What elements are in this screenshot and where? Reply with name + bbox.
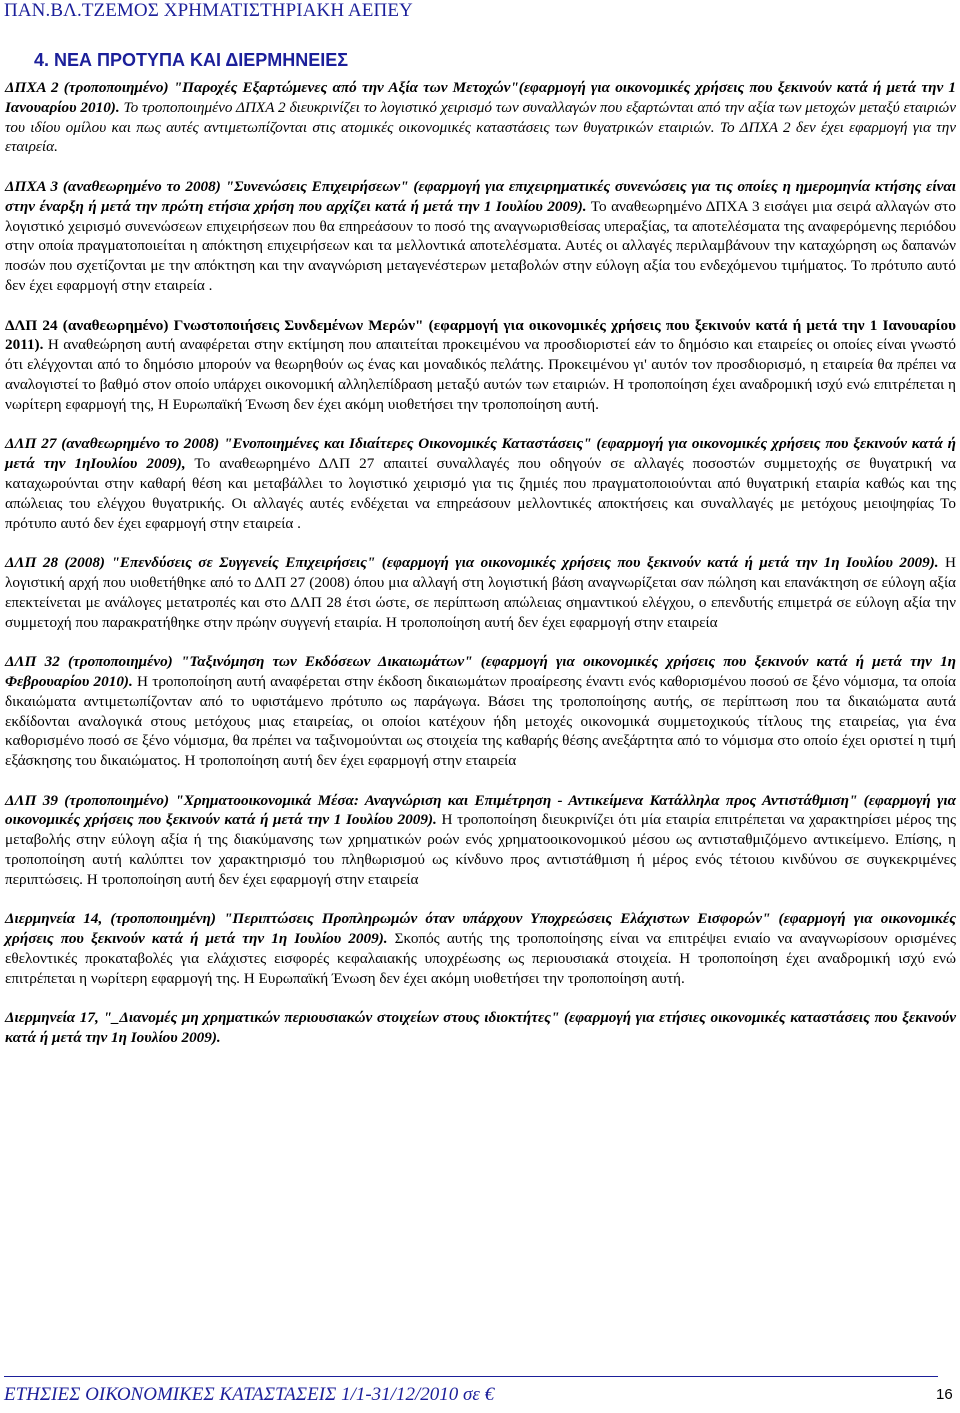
section-title: 4. ΝΕΑ ΠΡΟΤΥΠΑ ΚΑΙ ΔΙΕΡΜΗΝΕΙΕΣ [34,50,349,70]
standard-block-ifrs3 [5,177,956,296]
standard-heading: ΔΠΧΑ 2 (τροποποιημένο) "Παροχές Εξαρτώμενες από την Αξία των Μετοχών"(εφαρμογή για οικονομικές χρήσεις που ξεκινούν κατά ή μετά την 1 Ιανουαρίου 2010). [5,79,956,116]
standard-heading: ΔΛΠ 39 (τροποποιημένο) "Χρηματοοικονομικά Μέσα: Αναγνώριση και Επιμέτρηση - Αντικείμενα Κατάλληλα προς Αντιστάθμιση" (εφαρμογή για οικονομικές χρήσεις που ξεκινούν κατά ή μετά την 1 Ιουλίου 2009). [5,791,956,829]
standard-heading: ΔΛΠ 27 (αναθεωρημένο το 2008) "Ενοποιημένες και Ιδιαίτερες Οικονομικές Καταστάσεις" (εφαρμογή για οικονομικές χρήσεις που ξεκινούν κατά ή μετά την 1ηΙουλίου 2009), [5,435,956,473]
standard-block-ias28 [5,553,956,632]
standard-heading: ΔΛΠ 32 (τροποποιημένο) "Ταξινόμηση των Εκδόσεων Δικαιωμάτων" (εφαρμογή για οικονομικές χρήσεις που ξεκινούν κατά ή μετά την 1η Φεβρουαρίου 2010). [5,653,956,690]
standard-body: Η τροποποίηση διευκρινίζει ότι μία εταιρία επιτρέπεται να χαρακτηρίσει μέρος της μεταβολής στην εύλογη αξία ή της διακύμανσης των χρηματικών ροών ενός χρηματοοικονομικού μέσου ως αντισταθμιζόμενο αντικείμενο. Επίσης, η τροποποίηση αυτή καλύπτει τον χαρακτηρισμό του πληθωρισμού ως κίνδυνο προς αντιστάθμιση ή μέρος ενός τέτοιου κινδύνου σε συγκεκριμένες περιπτώσεις. Η τροποποίηση αυτή δεν έχει εφαρμογή στην εταιρεία [5,811,957,888]
standard-body: Το αναθεωρημένο ΔΛΠ 27 απαιτεί συναλλαγές που οδηγούν σε αλλαγές ποσοστών συμμετοχής σε θυγατρική να καταχωρούνται στην καθαρή θέση και μεταβάλλει το λογιστικό χειρισμό για τις ζημιές που πραγματοποιούνται από θυγατρική εταιρία καθώς και της απώλειας του ελέγχου θυγατρικής. Οι αλλαγές αυτές ενδέχεται να επηρεάσουν μελλοντικές αποκτήσεις και συναλλαγές με μετόχους μειοψηφίας Το πρότυπο αυτό δεν έχει εφαρμογή στην εταιρεία . [5,455,956,532]
footer-text: ΕΤΗΣΙΕΣ ΟΙΚΟΝΟΜΙΚΕΣ ΚΑΤΑΣΤΑΣΕΙΣ 1/1-31/12/2010 σε € [4,1384,495,1405]
standard-body: Το τροποποιημένο ΔΠΧΑ 2 διευκρινίζει το λογιστικό χειρισμό των συναλλαγών που εξαρτώνται από την αξία των μετοχών μεταξύ εταιριών του ιδίου ομίλου και πως αυτές αντιμετωπίζονται στις ατομικές οικονομικές καταστάσεις των θυγατρικών εταιριών. Το ΔΠΧΑ 2 δεν έχει εφαρμογή για την εταιρεία. [5,98,957,156]
standard-body: Η λογιστική αρχή που υιοθετήθηκε από το ΔΛΠ 27 (2008) όπου μια αλλαγή στη λογιστική βάση αναγνωρίζεται σαν πώληση και επανάκτηση σε εύλογη αξία επεκτείνεται με ανάλογες μετατροπές και στο ΔΛΠ 28 έτσι ώστε, σε περίπτωση απώλειας σημαντικού ελέγχου, ο επενδυτής επιμετρά σε εύλογη αξία την συμμετοχή που παρακρατήθηκε στην πρώην συγγενή εταιρία. Η τροποποίηση αυτή δεν έχει εφαρμογή στην εταιρεία [5,554,957,631]
standard-block-ifric14 [5,909,956,988]
content-body [5,78,956,1068]
standard-block-ias32 [5,652,956,771]
standard-heading: ΔΠΧΑ 3 (αναθεωρημένο το 2008) "Συνενώσεις Επιχειρήσεων" (εφαρμογή για επιχειρηματικές συνενώσεις για τις οποίες η ημερομηνία κτήσης είναι στην έναρξη ή μετά την πρώτη ετήσια χρήση που αρχίζει κατά ή μετά την 1 Ιουλίου 2009). [5,177,956,215]
standard-heading: Διερμηνεία 17, "_Διανομές μη χρηματικών περιουσιακών στοιχείων στους ιδιοκτήτες" (εφαρμογή για ετήσιες οικονομικές καταστάσεις που ξεκινούν κατά ή μετά την 1η Ιουλίου 2009). [5,1009,956,1047]
standard-block-ias24 [5,316,956,415]
standard-block-ias39 [5,791,956,890]
standard-body: Σκοπός αυτής της τροποποίησης είναι να επιτρέψει ενιαίο να αναγνωρίσουν ορισμένες εθελοντικές προκαταβολές για ελάχιστες εισφορές κεφαλαιακής υποχρέωσης ως περιουσιακά στοιχεία. Η τροποποίηση έχει αναδρομική ισχύ ενώ επιτρέπεται η νωρίτερη εφαρμογή της. Η Ευρωπαϊκή Ένωση δεν έχει ακόμη υιοθετήσει την τροποποίηση αυτή. [5,930,956,987]
standard-heading: ΔΛΠ 28 (2008) "Επενδύσεις σε Συγγενείς Επιχειρήσεις" (εφαρμογή για οικονομικές χρήσεις που ξεκινούν κατά ή μετά την 1η Ιουλίου 2009). [5,554,939,572]
standard-body: Η αναθεώρηση αυτή αναφέρεται στην εκτίμηση που απαιτείται προκειμένου να προσδιοριστεί εάν το δημόσιο και εταιρείες οι οποίες είναι γνωστό ότι ελέγχονται από το δημόσιο μπορούν να θεωρηθούν ως ένας και μοναδικός πελάτης. Προκειμένου γι' αυτόν τον προσδιορισμό, η εταιρεία θα πρέπει να αναλογιστεί το βαθμό στον οποίο υπάρχει οικονομική αλληλεπίδραση μεταξύ αυτών των εταιριών. Η τροποποίηση έχει αναδρομική ισχύ ενώ επιτρέπεται η νωρίτερη εφαρμογή της, Η Ευρωπαϊκή Ένωση δεν έχει ακόμη υιοθετήσει την τροποποίηση αυτή. [5,336,957,413]
footer-rule [4,1376,938,1377]
standard-block-ifrs2 [5,78,956,157]
standard-heading: Διερμηνεία 14, (τροποποιημένη) "Περιπτώσεις Προπληρωμών όταν υπάρχουν Υποχρεώσεις Ελάχιστων Εισφορών" (εφαρμογή για οικονομικές χρήσεις που ξεκινούν κατά ή μετά την 1η Ιουλίου 2009). [5,910,956,948]
standard-heading: ΔΛΠ 24 (αναθεωρημένο) Γνωστοποιήσεις Συνδεμένων Μερών" (εφαρμογή για οικονομικές χρήσεις που ξεκινούν κατά ή μετά την 1 Ιανουαρίου 2011). [5,316,956,354]
standard-block-ias27 [5,434,956,533]
standard-block-ifric17 [5,1008,956,1048]
standard-body: Η τροποποίηση αυτή αναφέρεται στην έκδοση δικαιωμάτων προαίρεσης έναντι ενός καθορισμένου ποσού σε ξένο νόμισμα, τα οποία δικαιώματα αντιμετωπίζονταν από το υφιστάμενο πρότυπο ως παράγωγα. Βάσει της τροποποίησης αυτής, σε περίπτωση που τα δικαιώματα αυτά εκδίδονται αναλογικά στους μετόχους μιας εταιρείας, οι οποίοι κατέχουν ήδη μετοχές οικονομικά συμμετοχικούς τίτλους της εταιρείας, για ένα καθορισμένο ποσό σε ξένο νόμισμα, θα πρέπει να ταξινομούνται ως στοιχεία της καθαρής θέσης ανεξάρτητα από το νόμισμα στο οποίο έχει οριστεί η τιμή εξάσκησης του δικαιώματος. Η τροποποίηση αυτή δεν έχει εφαρμογή στην εταιρεία [5,672,957,770]
page-number: 16 [936,1386,953,1403]
running-header: ΠΑΝ.ΒΛ.ΤΖΕΜΟΣ ΧΡΗΜΑΤΙΣΤΗΡΙΑΚΗ ΑΕΠΕΥ [4,0,413,21]
standard-body: Το αναθεωρημένο ΔΠΧΑ 3 εισάγει μια σειρά αλλαγών στο λογιστικό χειρισμό συνενώσεων επιχειρήσεων που θα επηρεάσουν το ποσό της αναγνωρισθείσας υπεραξίας, τα αποτελέσματα της αναφερόμενης περιόδου στην οποία πραγματοποιείται η απόκτηση επιχειρήσεων και τα μελλοντικά αποτελέσματα. Αυτές οι αλλαγές περιλαμβάνουν την καταχώρηση ως δαπανών ποσών που σχετίζονται με την απόκτηση και την αναγνώριση μεταγενέστερων μεταβολών στην εύλογη αξία του ενδεχόμενου τιμήματος. Το πρότυπο αυτό δεν έχει εφαρμογή στην εταιρεία . [5,197,956,294]
